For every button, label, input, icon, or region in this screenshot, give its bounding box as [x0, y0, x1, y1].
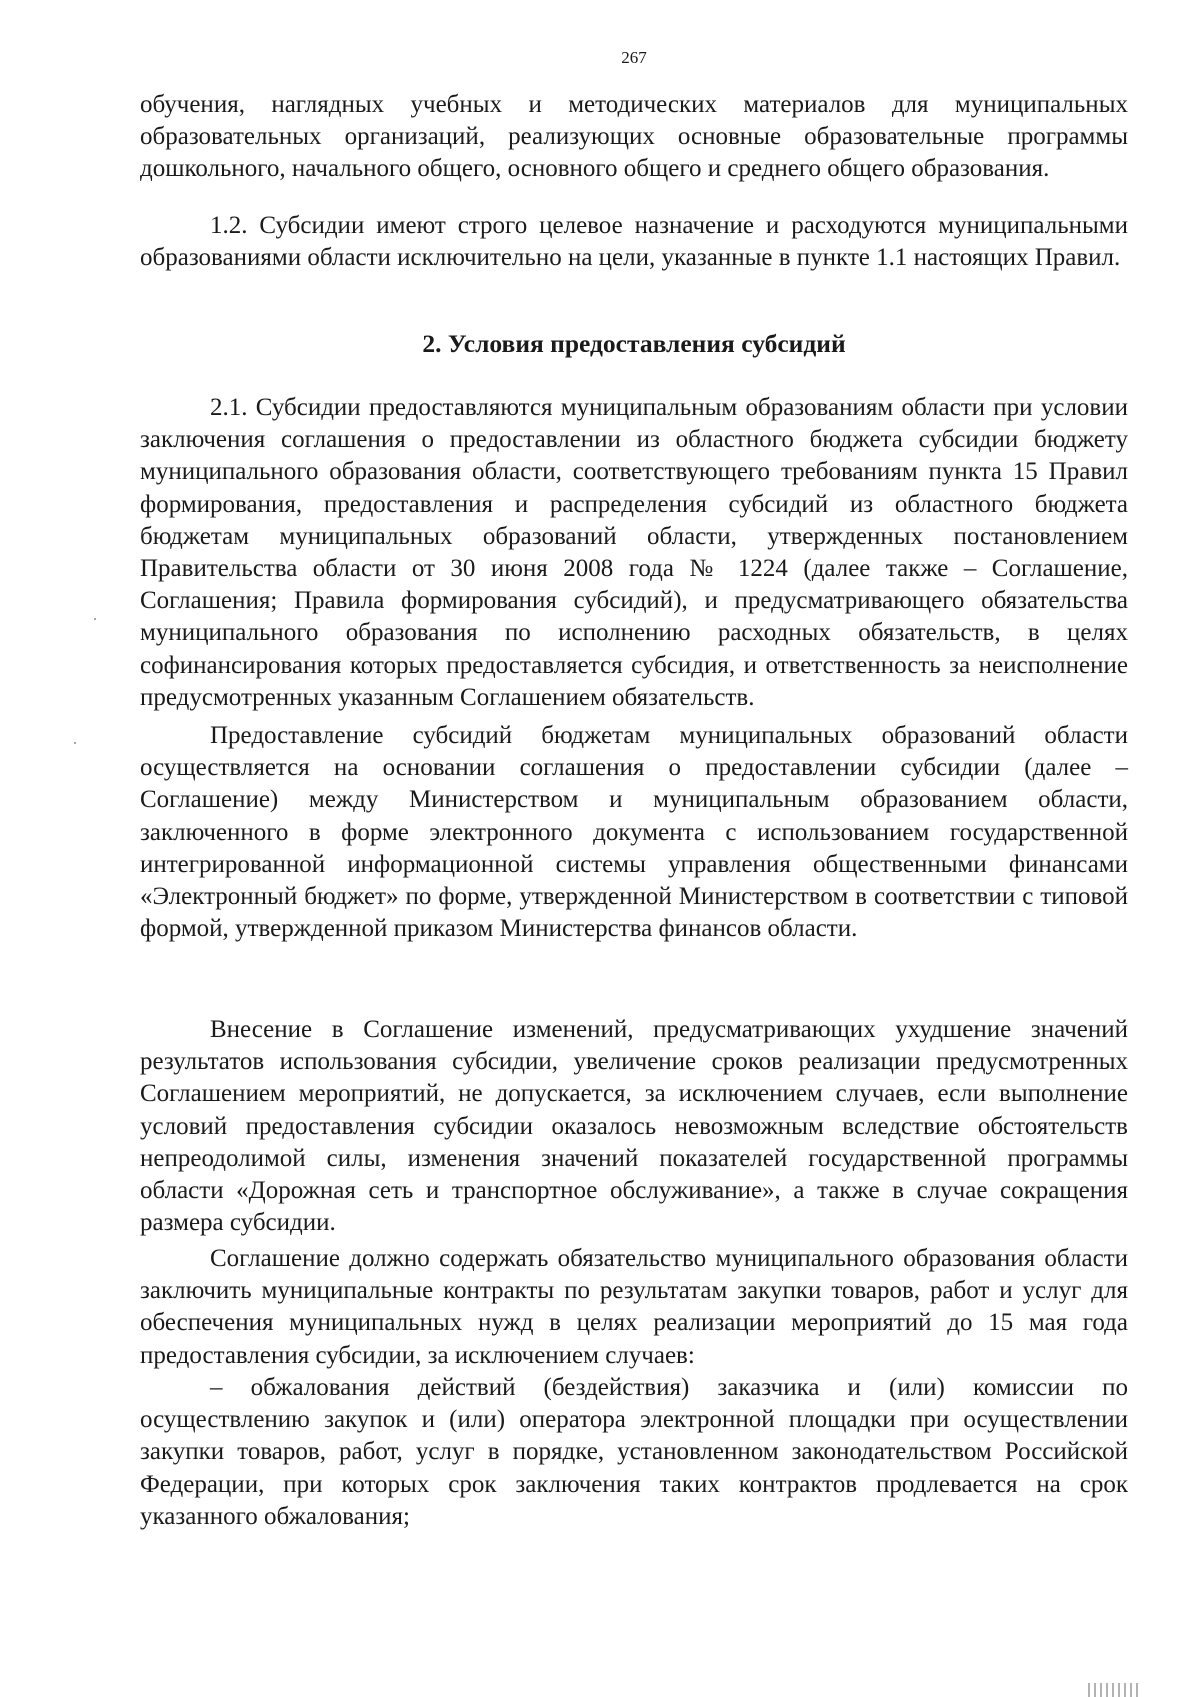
document-page	[140, 0, 1128, 1697]
scan-speck	[74, 742, 76, 744]
section-heading: 2. Условия предоставления субсидий	[422, 329, 846, 358]
paragraph-1-2: 1.2. Субсидии имеют строго целевое назначение и расходуются муниципальными образованиями области исключительно на цели, указанные в пункте 1.1 настоящих Правил.	[140, 212, 1128, 272]
paragraph-appeal: – обжалования действий (бездействия) заказчика и (или) комиссии по осуществлению закупок и (или) оператора электронной площадки при осуществлении закупки товаров, работ, услуг в порядке, установленном законодательством Российской Федерации, при которых срок заключения таких контрактов продлевается на срок указанного обжалования;	[140, 1374, 1128, 1530]
scan-speck	[94, 618, 96, 620]
paragraph-2-1: 2.1. Субсидии предоставляются муниципальным образованиям области при условии заключения соглашения о предоставлении из областного бюджета субсидии бюджету муниципального образования области, соответствующего требованиям пункта 15 Правил формирования, предоставления и распределения субсидий из областного бюджета бюджетам муниципальных образований области, утвержденных постановлением Правительства области от 30 июня 2008 года № 1224 (далее также – Соглашение, Соглашения; Правила формирования субсидий), и предусматривающего обязательства муниципального образования по исполнению расходных обязательств, в целях софинансирования которых предоставляется субсидия, и ответственность за неисполнение предусмотренных указанным Соглашением обязательств.	[140, 394, 1128, 711]
page-number: 267	[621, 48, 647, 67]
paragraph-intro: обучения, наглядных учебных и методических материалов для муниципальных образовательных организаций, реализующих основные образовательные программы дошкольного, начального общего, основного общего и среднего общего образования.	[140, 91, 1128, 183]
paragraph-contracts: Соглашение должно содержать обязательство муниципального образования области заключить муниципальные контракты по результатам закупки товаров, работ и услуг для обеспечения муниципальных нужд в целях реализации мероприятий до 15 мая года предоставления субсидии, за исключением случаев:	[140, 1245, 1128, 1369]
paragraph-provision: Предоставление субсидий бюджетам муниципальных образований области осуществляется на основании соглашения о предоставлении субсидии (далее – Соглашение) между Министерством и муниципальным образованием области, заключенного в форме электронного документа с использованием государственной интегрированной информационной системы управления общественными финансами «Электронный бюджет» по форме, утвержденной Министерством в соответствии с типовой формой, утвержденной приказом Министерства финансов области.	[140, 722, 1128, 943]
paragraph-changes: Внесение в Соглашение изменений, предусматривающих ухудшение значений результатов использования субсидии, увеличение сроков реализации предусмотренных Соглашением мероприятий, не допускается, за исключением случаев, если выполнение условий предоставления субсидии оказалось невозможным вследствие обстоятельств непреодолимой силы, изменения значений показателей государственной программы области «Дорожная сеть и транспортное обслуживание», а также в случае сокращения размера субсидии.	[140, 1016, 1128, 1237]
scan-edge-mark	[1088, 1683, 1140, 1697]
